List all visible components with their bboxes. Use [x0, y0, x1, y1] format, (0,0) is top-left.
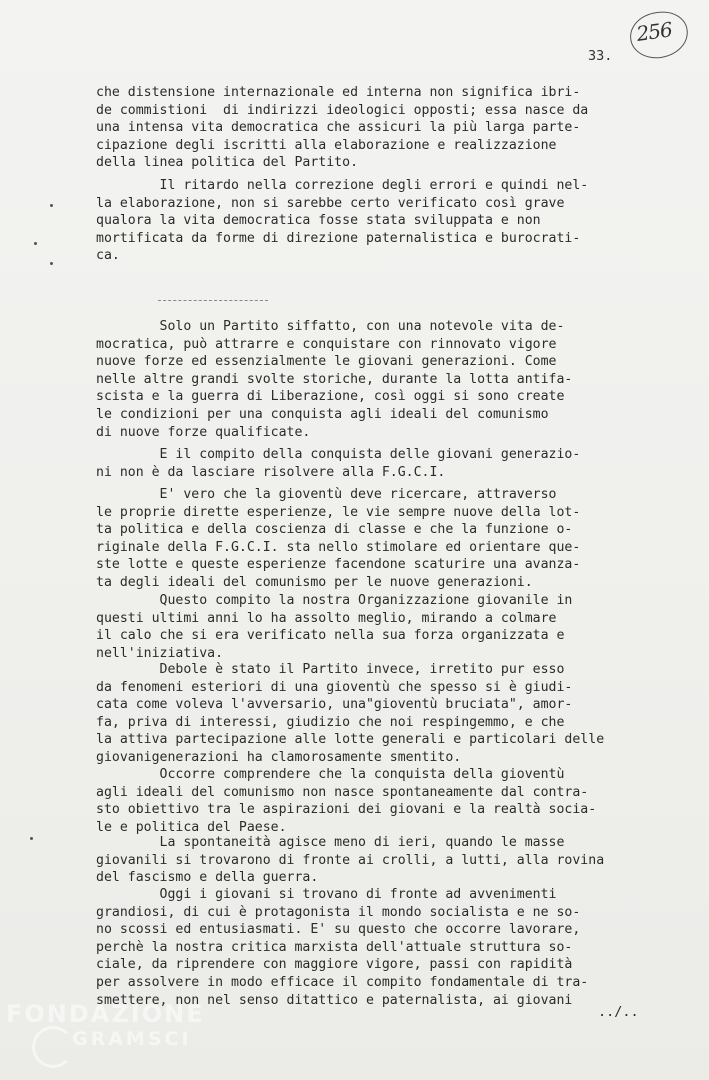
paragraph	[96, 84, 656, 172]
text-line: Oggi i giovani si trovano di fronte ad avvenimenti	[96, 887, 557, 902]
text-line: una intensa vita democratica che assicuri la più larga parte-	[96, 120, 581, 136]
archive-number: 256	[634, 17, 674, 46]
text-line: E' vero che la gioventù deve ricercare, attraverso	[96, 487, 557, 502]
archive-number-stamp	[627, 8, 691, 62]
text-line: giovanigenerazioni ha clamorosamente smentito.	[96, 749, 462, 765]
scan-speck	[50, 204, 53, 207]
scan-speck	[50, 262, 53, 265]
text-line: qualora la vita democratica fosse stata sviluppata e non	[96, 213, 541, 229]
scan-speck	[30, 837, 33, 840]
text-line: ca.	[96, 248, 120, 264]
text-line: riginale della F.G.C.I. sta nello stimolare ed orientare que-	[96, 539, 581, 555]
text-line: nelle altre grandi svolte storiche, durante la lotta antifa-	[96, 371, 573, 387]
text-line: Questo compito la nostra Organizzazione giovanile in	[96, 593, 573, 608]
watermark-text: GRAMSCI	[72, 1028, 192, 1050]
divider-marks	[158, 300, 268, 303]
text-line: ste lotte e queste esperienze facendone scaturire una avanza-	[96, 557, 581, 573]
text-line: scista e la guerra di Liberazione, così oggi si sono create	[96, 389, 565, 405]
page-number: 33.	[588, 48, 613, 64]
text-line: di nuove forze qualificate.	[96, 424, 311, 440]
text-line: perchè la nostra critica marxista dell'attuale struttura so-	[96, 939, 573, 955]
paragraph	[96, 661, 656, 767]
text-line: della linea politica del Partito.	[96, 155, 359, 171]
paragraph	[96, 486, 656, 592]
text-line: questi ultimi anni lo ha assolto meglio, mirando a colmare	[96, 610, 557, 626]
text-line: le proprie dirette esperienze, le vie sempre nuove della lot-	[96, 504, 581, 520]
text-line: le condizioni per una conquista agli ideali del comunismo	[96, 406, 549, 422]
text-line: La spontaneità agisce meno di ieri, quando le masse	[96, 835, 565, 850]
text-line: giovanili si trovarono di fronte ai crolli, a lutti, alla rovina	[96, 852, 605, 868]
text-line: mocratica, può attrarre e conquistare con rinnovato vigore	[96, 336, 557, 352]
paragraph	[96, 592, 656, 662]
text-line: no scossi ed entusiasmati. E' su questo che occorre lavorare,	[96, 922, 581, 938]
text-line: ni non è da lasciare risolvere alla F.G.C.I.	[96, 464, 446, 480]
text-line: nell'iniziativa.	[96, 645, 224, 661]
text-line: la attiva partecipazione alle lotte generali e particolari delle	[96, 732, 605, 748]
text-line: cata come voleva l'avversario, una"gioventù bruciata", amor-	[96, 697, 573, 713]
text-line: Occorre comprendere che la conquista della gioventù	[96, 767, 565, 782]
paragraph	[96, 446, 656, 481]
text-line: fa, priva di interessi, giudizio che noi respingemmo, e che	[96, 714, 565, 730]
text-line: E il compito della conquista delle giovani generazio-	[96, 447, 581, 462]
watermark-text: FONDAZIONE	[6, 1000, 205, 1028]
text-line: de commistioni di indirizzi ideologici opposti; essa nasce da	[96, 102, 589, 118]
continuation-mark: ../..	[598, 1004, 639, 1020]
text-line: sto obiettivo tra le aspirazioni dei giovani e la realtà socia-	[96, 802, 597, 818]
text-line: grandiosi, di cui è protagonista il mondo socialista e ne so-	[96, 904, 581, 920]
text-line: ciale, da riprendere con maggiore vigore, passi con rapidità	[96, 957, 573, 973]
text-line: per assolvere in modo efficace il compito fondamentale di tra-	[96, 974, 589, 990]
text-line: Solo un Partito siffatto, con una notevole vita de-	[96, 319, 565, 334]
watermark-logo	[6, 1000, 216, 1070]
text-line: Il ritardo nella correzione degli errori e quindi nel-	[96, 178, 589, 193]
text-line: agli ideali del comunismo non nasce spontaneamente dal contra-	[96, 784, 589, 800]
scan-speck	[34, 242, 37, 245]
text-line: il calo che si era verificato nella sua forza organizzata e	[96, 628, 565, 644]
text-line: smettere, non nel senso ditattico e paternalista, ai giovani	[96, 992, 573, 1008]
text-line: mortificata da forme di direzione paternalistica e burocrati-	[96, 230, 581, 246]
text-line: del fascismo e della guerra.	[96, 870, 319, 886]
text-line: ta politica e della coscienza di classe e che la funzione o-	[96, 522, 573, 538]
paragraph	[96, 177, 656, 265]
text-line: ta degli ideali del comunismo per le nuove generazioni.	[96, 574, 533, 590]
text-line: nuove forze ed essenzialmente le giovani generazioni. Come	[96, 354, 557, 370]
text-line: da fenomeni esteriori di una gioventù che spesso si è giudi-	[96, 679, 573, 695]
text-line: la elaborazione, non si sarebbe certo verificato così grave	[96, 195, 565, 211]
text-line: Debole è stato il Partito invece, irretito pur esso	[96, 662, 565, 677]
paragraph	[96, 834, 656, 887]
text-line: che distensione internazionale ed interna non significa ibri-	[96, 85, 581, 100]
text-line: cipazione degli iscritti alla elaborazione e realizzazione	[96, 137, 557, 153]
paragraph	[96, 766, 656, 836]
paragraph	[96, 886, 656, 1009]
paragraph	[96, 318, 656, 441]
watermark-emblem-icon	[32, 1026, 74, 1068]
text-line: le e politica del Paese.	[96, 819, 287, 835]
